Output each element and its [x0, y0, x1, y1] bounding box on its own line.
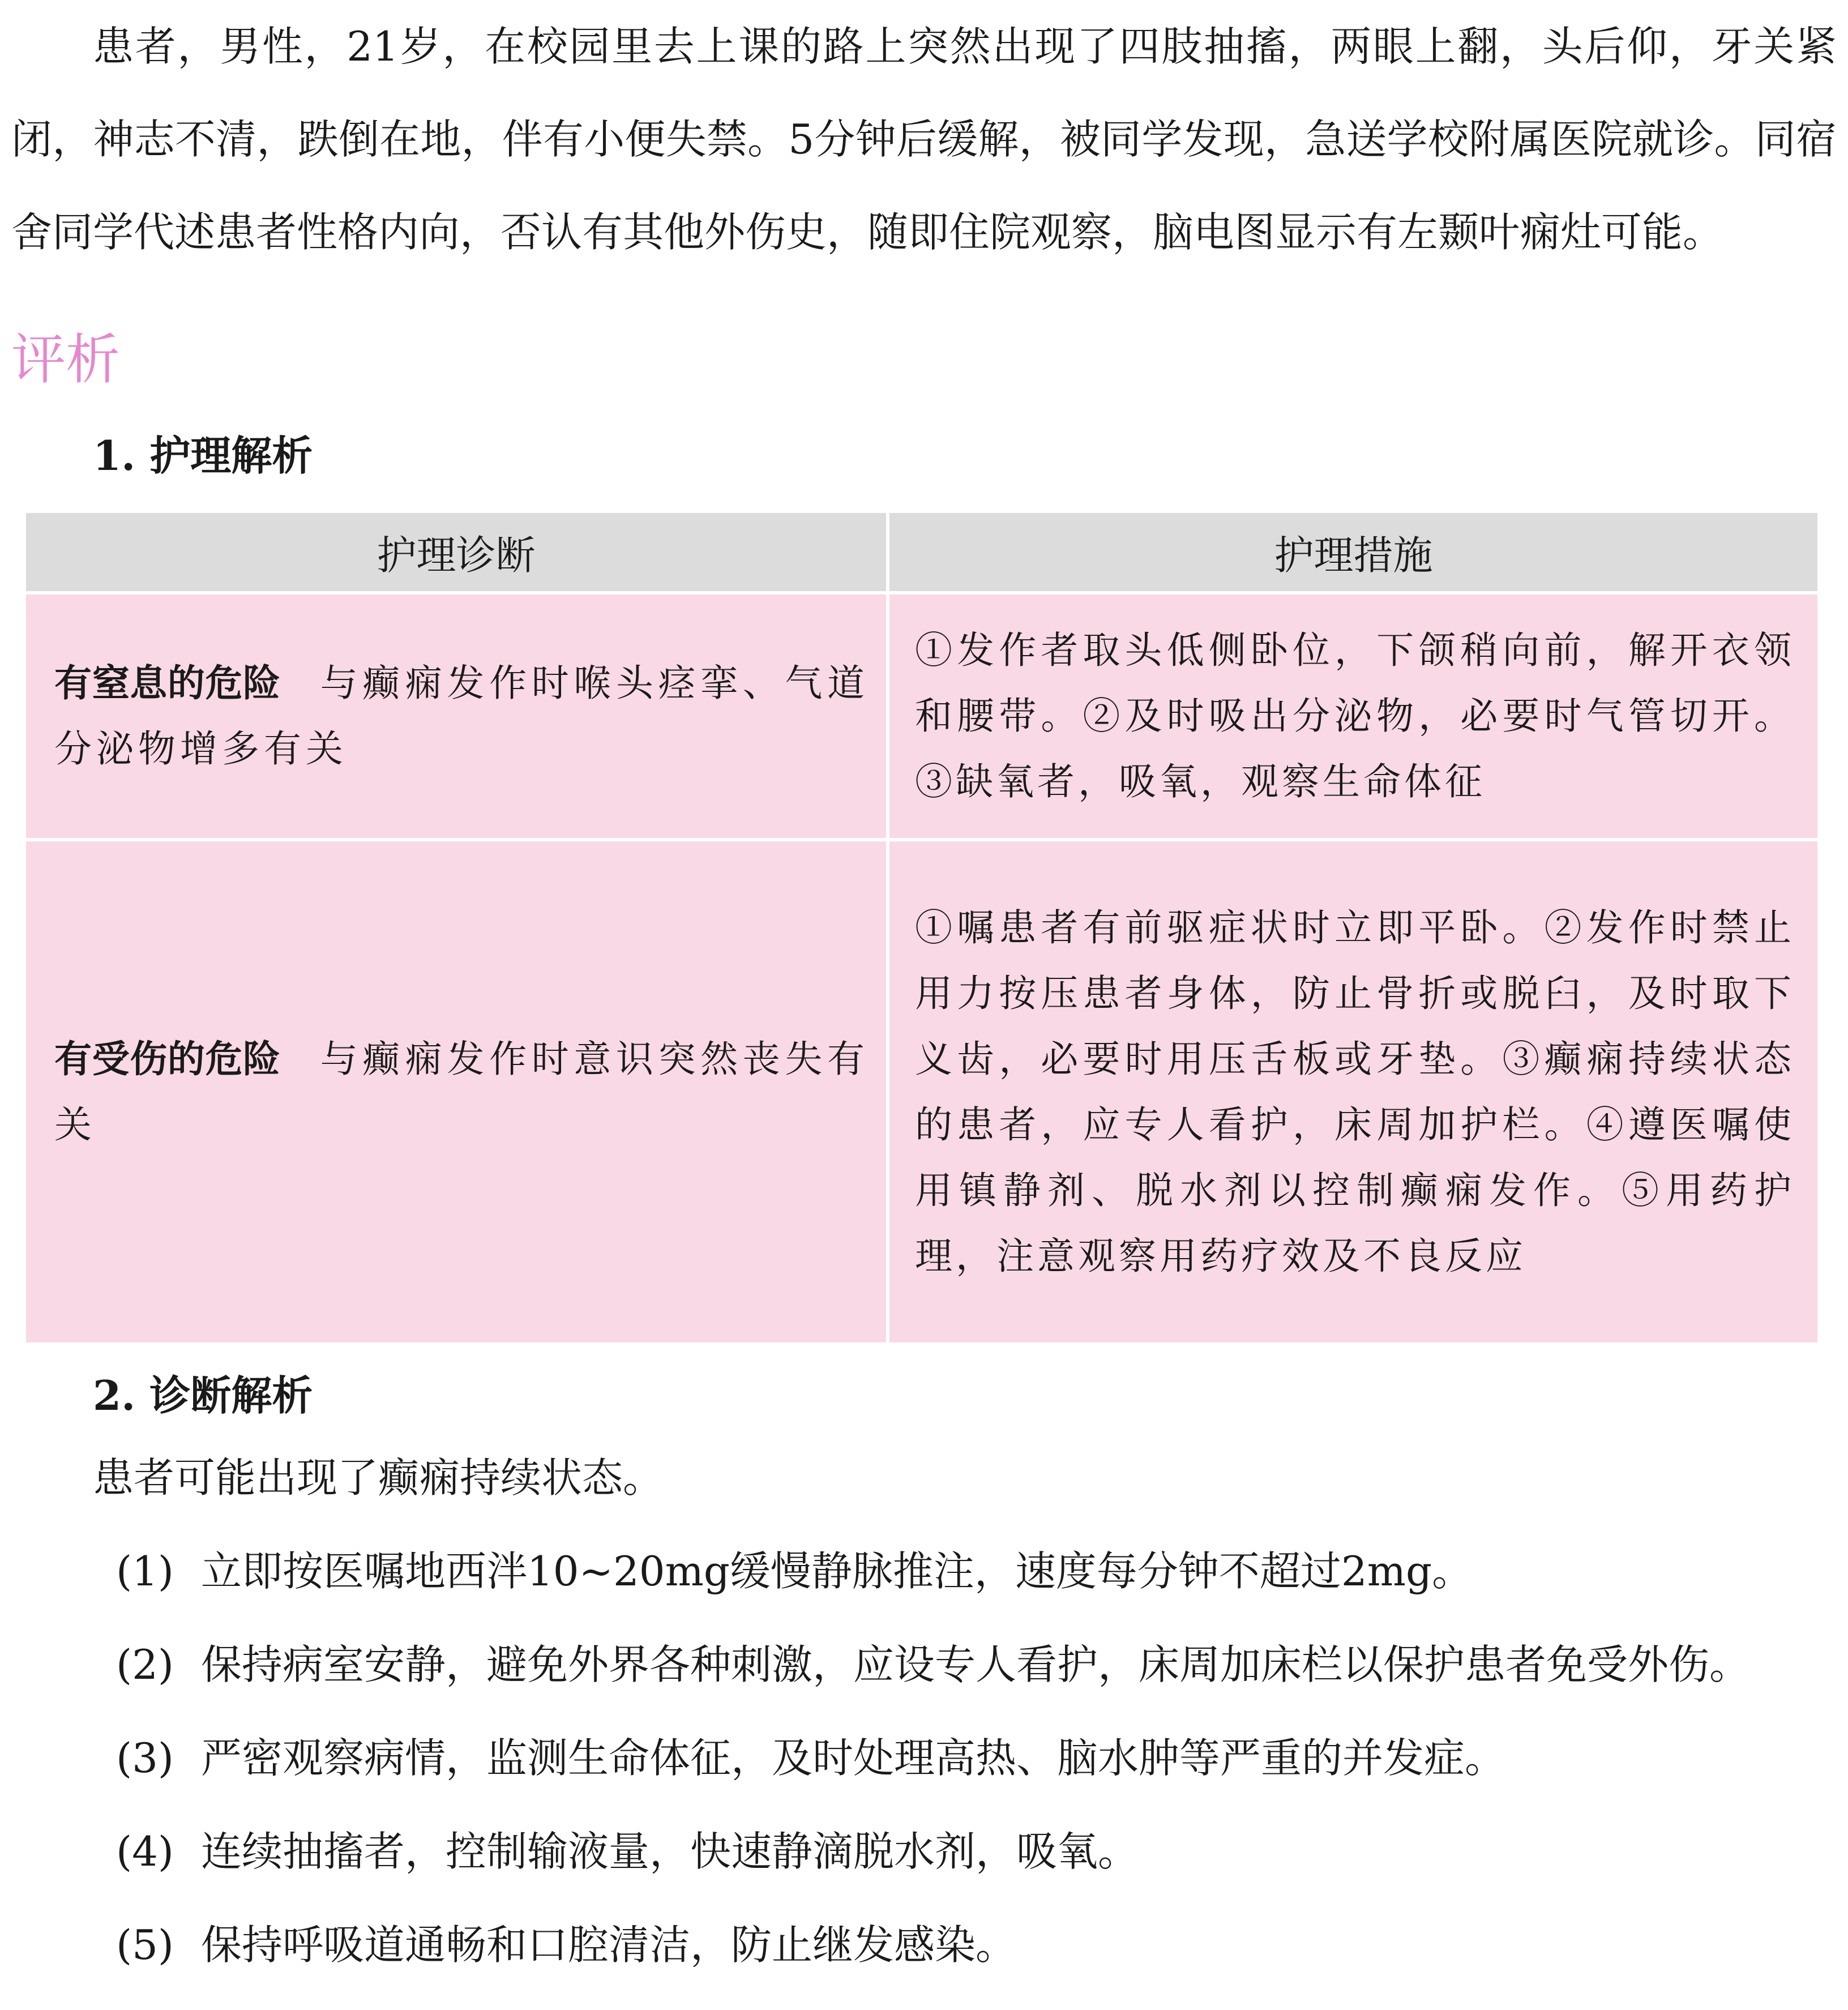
measures-cell: ①嘱患者有前驱症状时立即平卧。②发作时禁止用力按压患者身体，防止骨折或脱臼，及时取下义齿，必要时用压舌板或牙垫。③癫痫持续状态的患者，应专人看护，床周加护栏。④遵医嘱使用镇静剂、脱水剂以控制癫痫发作。⑤用药护理，注意观察用药疗效及不良反应 — [888, 840, 1819, 1344]
diagnosis-title: 有受伤的危险 — [54, 1037, 281, 1081]
list-item-text: 立即按医嘱地西泮10~20mg缓慢静脉推注，速度每分钟不超过2mg。 — [201, 1547, 1473, 1595]
diagnosis-cell — [24, 593, 888, 840]
list-item-number: (4) — [116, 1828, 174, 1875]
list-item-text: 连续抽搐者，控制输液量，快速静滴脱水剂，吸氧。 — [201, 1828, 1139, 1875]
diagnosis-summary: 患者可能出现了癫痫持续状态。 — [93, 1454, 664, 1502]
measures-cell: ①发作者取头低侧卧位，下颌稍向前，解开衣领和腰带。②及时吸出分泌物，必要时气管切开。③缺氧者，吸氧，观察生命体征 — [888, 593, 1819, 840]
diagnosis-relation: 与癫痫发作时喉头痉挛、气道分泌物增多有关 — [54, 661, 870, 771]
nursing-care-table — [23, 510, 1821, 1346]
diagnosis-text — [54, 1027, 869, 1158]
diagnosis-text — [54, 651, 869, 782]
table-row — [24, 840, 1819, 1344]
list-item — [116, 1636, 1837, 1730]
list-item-number: (2) — [116, 1641, 174, 1688]
measures-list — [116, 1543, 1837, 2010]
list-item-text: 保持病室安静，避免外界各种刺激，应设专人看护，床周加床栏以保护患者免受外伤。 — [201, 1641, 1751, 1688]
list-item-number: (5) — [116, 1921, 174, 1969]
diagnosis-cell — [24, 840, 888, 1344]
diagnosis-analysis-heading: 2. 诊断解析 — [93, 1371, 313, 1419]
list-item — [116, 1823, 1837, 1917]
list-item-text: 严密观察病情，监测生命体征，及时处理高热、脑水肿等严重的并发症。 — [201, 1734, 1506, 1782]
table-row — [24, 593, 1819, 840]
diagnosis-relation: 与癫痫发作时意识突然丧失有关 — [54, 1037, 870, 1147]
list-item-number: (3) — [116, 1734, 174, 1782]
list-item-number: (1) — [116, 1547, 174, 1595]
nursing-analysis-heading: 1. 护理解析 — [93, 431, 313, 480]
list-item — [116, 1917, 1837, 2010]
case-description: 患者，男性，21岁，在校园里去上课的路上突然出现了四肢抽搐，两眼上翻，头后仰，牙关紧闭，神志不清，跌倒在地，伴有小便失禁。5分钟后缓解，被同学发现，急送学校附属医院就诊。同宿舍同学代述患者性格内向，否认有其他外伤史，随即住院观察，脑电图显示有左颞叶痫灶可能。 — [11, 23, 1837, 256]
diagnosis-title: 有窒息的危险 — [54, 661, 281, 705]
list-item-text: 保持呼吸道通畅和口腔清洁，防止继发感染。 — [201, 1921, 1017, 1969]
list-item — [116, 1543, 1837, 1636]
header-nursing-measures: 护理措施 — [888, 511, 1819, 593]
header-nursing-diagnosis: 护理诊断 — [24, 511, 888, 593]
table-header-row — [24, 511, 1819, 593]
list-item — [116, 1730, 1837, 1823]
section-title-analysis: 评析 — [11, 328, 120, 391]
